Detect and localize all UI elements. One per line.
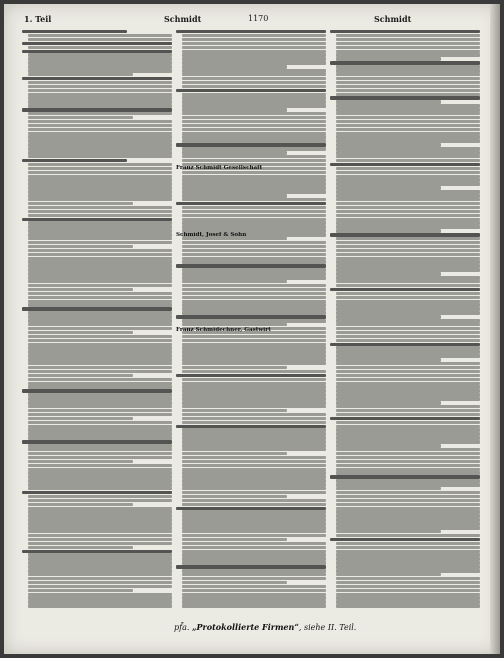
directory-entry-line <box>336 335 480 338</box>
directory-entry-line <box>28 366 172 369</box>
directory-entry-line <box>182 319 326 322</box>
directory-entry-line <box>182 214 326 217</box>
directory-entry-line <box>182 362 326 365</box>
directory-heading-line <box>176 30 326 33</box>
directory-entry-line <box>182 198 326 201</box>
directory-entry-line <box>182 487 326 490</box>
directory-entry-line <box>182 370 326 373</box>
directory-entry-line <box>182 171 326 174</box>
directory-entry-line <box>182 288 326 291</box>
directory-entry-line <box>28 249 172 252</box>
directory-entry-line <box>182 456 326 459</box>
directory-entry-line <box>182 81 326 84</box>
directory-entry-line <box>182 335 326 338</box>
directory-entry-line <box>182 120 326 123</box>
directory-entry-line <box>336 378 480 381</box>
directory-entry-line <box>182 38 326 41</box>
directory-entry-line <box>28 460 133 463</box>
directory-entry-line <box>28 319 172 322</box>
directory-entry-line <box>182 34 326 37</box>
directory-entry-line <box>182 464 326 467</box>
directory-entry-line <box>182 116 326 119</box>
directory-entry-line <box>336 604 480 607</box>
directory-entry-line <box>182 292 326 295</box>
directory-entry-line <box>28 46 172 49</box>
directory-entry-line <box>28 198 172 201</box>
directory-entry-line <box>336 366 480 369</box>
directory-entry-line <box>28 38 172 41</box>
directory-entry-line <box>28 413 172 416</box>
directory-entry-line <box>182 581 287 584</box>
directory-entry-line <box>182 73 326 76</box>
directory-entry-line <box>336 405 480 408</box>
directory-entry-line <box>336 194 480 197</box>
directory-entry-line <box>182 194 287 197</box>
directory-entry-line <box>28 284 172 287</box>
footer-emphasis: „Protokollierte Firmen“ <box>191 622 299 632</box>
directory-heading-line <box>176 374 326 377</box>
directory-entry-line <box>28 409 172 412</box>
directory-entry-line <box>28 538 172 541</box>
directory-entry-line <box>182 378 326 381</box>
directory-entry-line <box>336 292 480 295</box>
directory-entry-line <box>182 589 326 592</box>
directory-entry-line <box>336 534 480 537</box>
directory-entry-line <box>182 417 326 420</box>
page-header <box>4 14 490 26</box>
directory-entry-line <box>182 46 326 49</box>
listing-column-3 <box>330 30 480 610</box>
directory-entry-line <box>182 444 326 447</box>
header-column-head-left: Schmidt <box>164 14 202 24</box>
directory-entry-line <box>28 116 133 119</box>
directory-entry-line <box>182 538 287 541</box>
directory-entry-line <box>336 413 480 416</box>
directory-entry-line <box>182 503 326 506</box>
directory-entry-line <box>182 366 287 369</box>
directory-entry-line <box>336 573 441 576</box>
highlighted-entry: Schmidt, Josef & Sohn <box>176 232 247 238</box>
directory-entry-line <box>182 249 326 252</box>
header-column-head-right: Schmidt <box>374 14 412 24</box>
directory-entry-line <box>336 89 480 92</box>
directory-entry-line <box>28 206 172 209</box>
directory-entry-line <box>28 253 172 256</box>
directory-entry-line <box>336 38 480 41</box>
directory-entry-line <box>336 339 480 342</box>
directory-entry-line <box>28 456 172 459</box>
directory-entry-line <box>182 339 326 342</box>
directory-entry-line <box>28 280 172 283</box>
directory-entry-line <box>336 362 480 365</box>
directory-entry-line <box>182 534 326 537</box>
directory-entry-line <box>182 495 287 498</box>
directory-entry-line <box>182 409 287 412</box>
directory-entry-line <box>28 339 172 342</box>
directory-entry-line <box>28 417 133 420</box>
directory-entry-line <box>182 452 287 455</box>
directory-entry-line <box>336 155 480 158</box>
directory-entry-line <box>182 155 326 158</box>
directory-entry-line <box>28 421 172 424</box>
directory-entry-line <box>182 280 287 283</box>
directory-entry-line <box>182 284 326 287</box>
directory-entry-line <box>336 409 480 412</box>
directory-entry-line <box>28 335 172 338</box>
directory-entry-line <box>182 206 326 209</box>
directory-entry-line <box>336 374 480 377</box>
directory-entry-line <box>336 530 441 533</box>
highlighted-entry: Franz Schmidechner, Gastwirt <box>176 327 271 333</box>
footer-suffix: , siehe II. Teil. <box>298 623 357 632</box>
directory-entry-line <box>28 378 172 381</box>
directory-heading-line <box>176 202 326 205</box>
directory-entry-line <box>28 374 133 377</box>
page-number: 1170 <box>248 14 269 23</box>
directory-entry-line <box>28 405 172 408</box>
directory-entry-line <box>28 112 172 115</box>
directory-entry-line <box>336 370 480 373</box>
directory-entry-line <box>336 206 480 209</box>
directory-entry-line <box>182 573 326 576</box>
directory-entry-line <box>336 249 480 252</box>
directory-entry-line <box>28 331 133 334</box>
directory-entry-line <box>336 452 480 455</box>
directory-entry-line <box>336 124 480 127</box>
directory-entry-line <box>336 116 480 119</box>
directory-entry-line <box>28 120 172 123</box>
directory-heading-line <box>22 159 127 162</box>
directory-entry-line <box>336 323 480 326</box>
directory-entry-line <box>182 296 326 299</box>
directory-heading-line <box>22 77 172 80</box>
directory-entry-line <box>336 581 480 584</box>
page-footer <box>174 622 356 632</box>
directory-entry-line <box>336 112 480 115</box>
directory-entry-line <box>336 280 480 283</box>
directory-entry-line <box>28 85 172 88</box>
directory-entry-line <box>182 499 326 502</box>
directory-heading-line <box>330 163 480 166</box>
directory-entry-line <box>28 171 172 174</box>
directory-entry-line <box>28 573 172 576</box>
directory-entry-line <box>28 503 133 506</box>
directory-entry-line <box>182 124 326 127</box>
directory-entry-line <box>182 241 326 244</box>
directory-entry-line <box>28 444 172 447</box>
directory-heading-line <box>330 30 480 33</box>
directory-entry-line <box>182 253 326 256</box>
directory-entry-line <box>182 546 326 549</box>
directory-entry-line <box>28 589 133 592</box>
directory-entry-line <box>28 569 172 572</box>
directory-entry-line <box>182 323 287 326</box>
listing-column-1 <box>22 30 172 610</box>
directory-entry-line <box>336 542 480 545</box>
directory-entry-line <box>182 421 326 424</box>
directory-entry-line <box>336 569 480 572</box>
directory-entry-line <box>336 319 480 322</box>
directory-heading-line <box>330 538 480 541</box>
directory-entry-line <box>182 460 326 463</box>
directory-entry-line <box>182 585 326 588</box>
directory-heading-line <box>22 42 172 45</box>
directory-entry-line <box>182 448 326 451</box>
directory-entry-line <box>28 237 172 240</box>
directory-entry-line <box>28 245 133 248</box>
directory-heading-line <box>330 417 480 420</box>
directory-entry-line <box>182 577 326 580</box>
directory-entry-line <box>28 604 172 607</box>
directory-entry-line <box>336 284 480 287</box>
directory-entry-line <box>182 42 326 45</box>
directory-entry-line <box>28 464 172 467</box>
directory-entry-line <box>336 167 480 170</box>
directory-entry-line <box>336 327 480 330</box>
directory-entry-line <box>28 370 172 373</box>
directory-entry-line <box>336 128 480 131</box>
header-part-label: 1. Teil <box>24 14 52 24</box>
directory-entry-line <box>28 202 133 205</box>
directory-entry-line <box>336 77 480 80</box>
directory-entry-line <box>336 331 480 334</box>
directory-entry-line <box>336 241 480 244</box>
directory-entry-line <box>336 456 480 459</box>
directory-entry-line <box>336 42 480 45</box>
directory-entry-line <box>336 464 480 467</box>
directory-entry-line <box>28 452 172 455</box>
directory-entry-line <box>336 499 480 502</box>
directory-entry-line <box>28 194 172 197</box>
directory-entry-line <box>28 124 172 127</box>
directory-heading-line <box>22 491 172 494</box>
directory-entry-line <box>28 163 172 166</box>
directory-entry-line <box>336 589 480 592</box>
directory-entry-line <box>28 128 172 131</box>
directory-heading-line <box>22 30 127 33</box>
directory-entry-line <box>182 491 326 494</box>
directory-entry-line <box>28 499 172 502</box>
directory-page <box>4 4 500 654</box>
directory-entry-line <box>336 73 480 76</box>
directory-entry-line <box>28 448 172 451</box>
directory-entry-line <box>182 210 326 213</box>
directory-entry-line <box>182 542 326 545</box>
directory-entry-line <box>182 77 326 80</box>
directory-entry-line <box>28 542 172 545</box>
directory-entry-line <box>182 413 326 416</box>
directory-entry-line <box>182 569 326 572</box>
directory-entry-line <box>182 69 326 72</box>
directory-entry-line <box>336 577 480 580</box>
directory-entry-line <box>336 85 480 88</box>
directory-heading-line <box>176 89 326 92</box>
directory-entry-line <box>182 604 326 607</box>
page-binding <box>490 4 500 654</box>
directory-entry-line <box>28 81 172 84</box>
directory-entry-line <box>336 245 480 248</box>
highlighted-entry: Franz Schmidt Gesellschaft <box>176 165 263 171</box>
directory-entry-line <box>336 448 480 451</box>
directory-entry-line <box>28 495 172 498</box>
directory-entry-line <box>28 288 133 291</box>
directory-entry-line <box>336 214 480 217</box>
directory-entry-line <box>336 120 480 123</box>
directory-entry-line <box>336 444 441 447</box>
directory-entry-line <box>28 487 172 490</box>
directory-entry-line <box>28 323 172 326</box>
directory-entry-line <box>28 69 172 72</box>
directory-entry-line <box>336 198 480 201</box>
directory-entry-line <box>182 128 326 131</box>
directory-heading-line <box>330 288 480 291</box>
directory-entry-line <box>336 171 480 174</box>
directory-entry-line <box>28 34 172 37</box>
directory-entry-line <box>336 491 480 494</box>
directory-entry-line <box>336 585 480 588</box>
directory-entry-line <box>336 159 480 162</box>
directory-entry-line <box>336 81 480 84</box>
directory-entry-line <box>336 210 480 213</box>
directory-entry-line <box>182 245 326 248</box>
directory-entry-line <box>336 237 480 240</box>
directory-entry-line <box>28 327 172 330</box>
directory-entry-line <box>28 73 133 76</box>
directory-entry-line <box>336 69 480 72</box>
directory-entry-line <box>28 534 172 537</box>
directory-entry-line <box>182 85 326 88</box>
directory-entry-line <box>336 296 480 299</box>
directory-entry-line <box>336 503 480 506</box>
directory-entry-line <box>182 405 326 408</box>
directory-entry-line <box>336 46 480 49</box>
directory-entry-line <box>28 241 172 244</box>
directory-entry-line <box>336 421 480 424</box>
footer-prefix: pf̄a. <box>174 623 192 632</box>
directory-entry-line <box>28 581 172 584</box>
directory-entry-line <box>336 460 480 463</box>
directory-entry-line <box>28 577 172 580</box>
directory-entry-line <box>182 112 326 115</box>
directory-entry-line <box>28 296 172 299</box>
directory-entry-line <box>336 487 441 490</box>
directory-entry-line <box>336 202 480 205</box>
directory-entry-line <box>336 253 480 256</box>
listing-column-2 <box>176 30 326 610</box>
directory-entry-line <box>336 495 480 498</box>
directory-entry-line <box>28 362 172 365</box>
directory-entry-line <box>336 546 480 549</box>
directory-entry-line <box>28 292 172 295</box>
directory-entry-line <box>28 546 133 549</box>
directory-entry-line <box>28 155 172 158</box>
directory-entry-line <box>28 167 172 170</box>
directory-entry-line <box>182 159 326 162</box>
directory-entry-line <box>336 34 480 37</box>
directory-entry-line <box>28 585 172 588</box>
directory-entry-line <box>28 89 172 92</box>
directory-entry-line <box>28 210 172 213</box>
directory-entry-line <box>28 214 172 217</box>
directory-entry-line <box>28 530 172 533</box>
directory-entry-line <box>182 530 326 533</box>
